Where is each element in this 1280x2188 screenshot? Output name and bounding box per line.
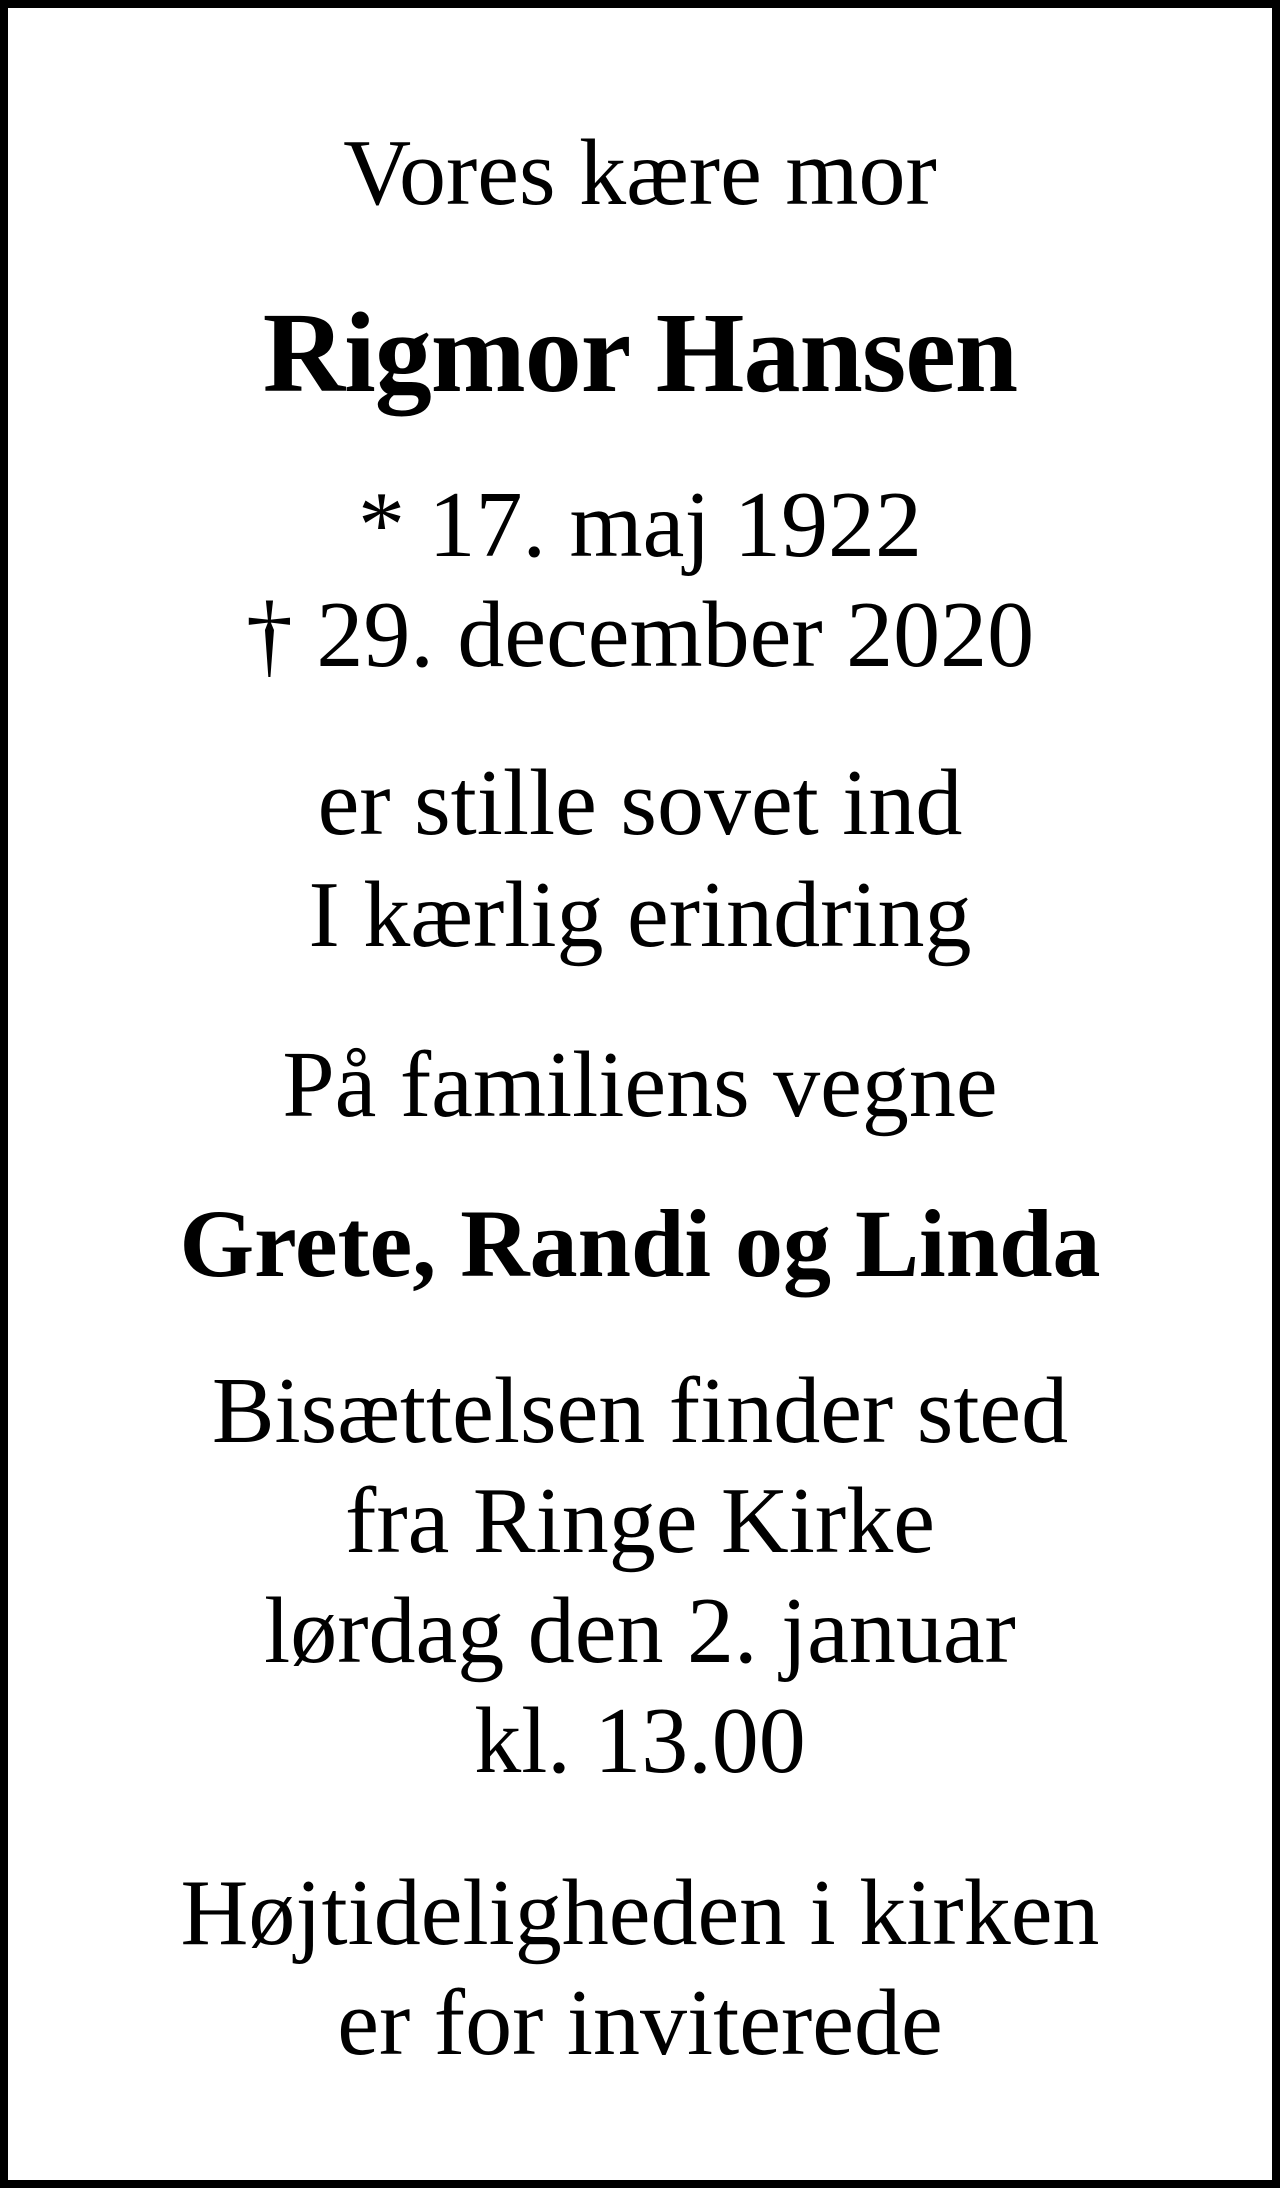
death-date: † 29. december 2020 [245, 583, 1035, 687]
closing-line-1: Højtideligheden i kirken [180, 1861, 1100, 1965]
birth-date: * 17. maj 1922 [358, 473, 922, 577]
deceased-name: Rigmor Hansen [262, 289, 1018, 416]
family-names: Grete, Randi og Linda [179, 1190, 1101, 1297]
message-line-1: er stille sovet ind [317, 751, 963, 855]
funeral-line-3: lørdag den 2. januar [264, 1579, 1016, 1683]
message-line-2: I kærlig erindring [308, 863, 972, 967]
funeral-line-4: kl. 13.00 [474, 1689, 806, 1793]
funeral-line-1: Bisættelsen finder sted [211, 1359, 1069, 1463]
closing-line-2: er for inviterede [337, 1971, 943, 2075]
on-behalf-text: På familiens vegne [282, 1033, 998, 1137]
funeral-line-2: fra Ringe Kirke [345, 1469, 935, 1573]
intro-text: Vores kære mor [343, 121, 937, 225]
